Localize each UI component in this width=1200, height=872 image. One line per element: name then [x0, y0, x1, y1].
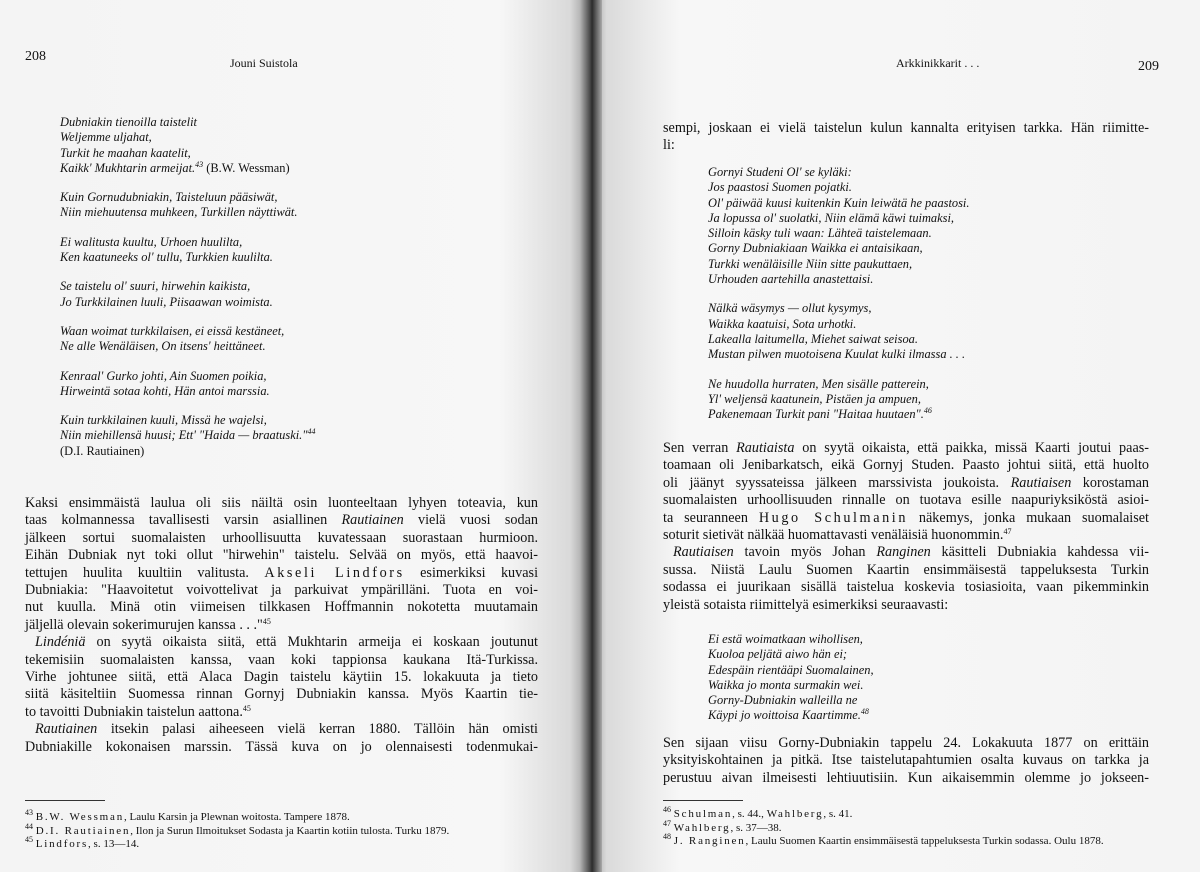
text-line: Kaksi ensimmäistä laulua oli siis näiltä osin luonteeltaan lyhyen toteavia, kun — [25, 495, 538, 511]
text-line: oli jäänyt syyssateissa jälkeen marssivista joukoista. Rautiaisen korostaman — [663, 474, 1149, 491]
footnote-ref: 48 — [860, 707, 869, 717]
poem-line: Jos paastosi Suomen pojatki. — [708, 180, 852, 195]
text-line: Sen sijaan viisu Gorny-Dubniakin tappelu 24. Lokakuuta 1877 on erittäin — [663, 735, 1149, 751]
poem-line: Niin miehuutensa muhkeen, Turkillen näyttiwät. — [60, 205, 298, 220]
body-text — [663, 735, 1149, 787]
poem-line: Ja lopussa ol' suolatki, Niin elämä käwi tuimaksi, — [708, 210, 954, 225]
text-line: Sen verran Rautiaista on syytä oikaista, että paikka, missä Kaarti joutui paas- — [663, 440, 1149, 456]
footnote-ref: 47 — [1003, 527, 1012, 537]
text-line: suomalaisten urhoollisuuden rinnalle on tuotava esille naapuriyksiköstä asioi- — [663, 492, 1149, 509]
text-line: jälkeen sortui suomalaisten urhoollisuutta kuvatessaan suorastaan hurmioon. — [25, 529, 538, 546]
poem-attribution: (D.I. Rautiainen) — [60, 443, 145, 458]
page-number: 208 — [25, 49, 46, 64]
footnote: $^{47}$ Wahlberg, s. 37—38. — [663, 818, 782, 834]
footnote-ref: 44 — [307, 427, 316, 437]
poem-block — [60, 115, 560, 459]
poem-stanza — [60, 279, 560, 310]
poem-line: Waan woimat turkkilaisen, ei eissä kestäneet, — [60, 323, 285, 338]
poem-line: Ne alle Wenäläisen, On itsens' heittäneet. — [60, 339, 266, 354]
poem-line: Urhouden aartehilla anastettaisi. — [708, 272, 874, 287]
footnote: $^{45}$ Lindfors, s. 13—14. — [25, 835, 140, 850]
text-line: tekemisiin suomalaisten kanssa, vaan koki tappionsa kaukana Itä-Turkissa. — [25, 651, 538, 668]
body-text — [25, 495, 538, 756]
text-line: Dubniakille kokonaisen marssin. Tässä kuva on jo olennaisesti todenmukai- — [25, 738, 538, 755]
text-line: Rautiaisen tavoin myös Johan Ranginen käsitteli Dubniakia kahdessa vii- — [673, 544, 1149, 561]
poem-line: Kuoloa peljätä aiwo hän ei; — [708, 647, 848, 662]
text-line: yksityiskohtainen ja pitkä. Itse taistelutapahtumien osalta kuvaus on tarkka ja — [663, 752, 1149, 769]
poem-line: Ne huudolla hurraten, Men sisälle patterein, — [708, 376, 929, 391]
poem-line: Nälkä wäsymys — ollut kysymys, — [708, 301, 872, 316]
footnote: $^{44}$ D.I. Rautiainen, Ilon ja Surun Ilmoitukset Sodasta ja Kaartin kotiin tulosta. Turku 1879. — [25, 821, 450, 837]
footnote-ref: 46 — [923, 406, 932, 416]
poem-block — [708, 632, 1108, 724]
footnote: $^{43}$ B.W. Wessman, Laulu Karsin ja Plewnan woitosta. Tampere 1878. — [25, 808, 350, 823]
poem-line: Kuin Gornudubniakin, Taisteluun pääsiwät, — [60, 190, 278, 205]
text-line: Dubniakia: "Haavoitetut voivottelivat ja parkuivat ympärilläni. Tuota en voi- — [25, 582, 538, 599]
text-line: jäljellä olevain sokerimurujen kanssa . . ."$^{45}$ — [25, 616, 271, 633]
footnote-divider — [25, 800, 105, 801]
book-gutter — [580, 0, 602, 872]
poem-line: Kenraal' Gurko johti, Ain Suomen poikia, — [60, 368, 267, 383]
running-head: Arkkinikkarit . . . — [896, 56, 980, 70]
body-text-intro — [663, 120, 1149, 155]
text-line: Rautiainen itsekin palasi aiheeseen vielä kerran 1880. Tällöin hän omisti — [35, 721, 538, 738]
page-number: 209 — [1138, 59, 1159, 74]
footnotes — [25, 808, 450, 852]
poem-line: Pakenemaan Turkit pani "Haitaa huutaen".$^{46}$ — [708, 406, 932, 422]
text-line: ta seuranneen Hugo Schulmanin näkemys, jonka mukaan suomalaiset — [663, 509, 1149, 526]
poem-stanza — [60, 235, 560, 266]
footnote: $^{48}$ J. Ranginen, Laulu Suomen Kaartin ensimmäisestä tappeluksesta Turkin sodassa. Oulu 1878. — [663, 832, 1104, 847]
footnote-ref: 45 — [242, 703, 251, 713]
text-line: taas kolmannessa tavallisesti varsin asiallinen Rautiainen vielä vuosi sodan — [25, 512, 538, 529]
poem-stanza — [60, 324, 560, 355]
right-page — [588, 0, 1200, 872]
poem-line: Hirweintä sotaa kohti, Hän antoi marssia. — [60, 383, 270, 398]
text-line: sempi, joskaan ei vielä taistelun kulun kannalta erityisen tarkka. Hän riimitte- — [663, 120, 1149, 136]
text-line: sodassa ei juurikaan sisällä taistelua koskevia tosiasioita, vaan pikemminkin — [663, 579, 1149, 596]
poem-line: Turkki wenäläisille Niin sitte paukuttaen, — [708, 256, 913, 271]
poem-stanza — [708, 301, 1168, 362]
poem-line: Gornyi Studeni Ol' se kyläki: — [708, 165, 852, 179]
footnote-ref: 45 — [262, 616, 271, 626]
poem-line: Ei estä woimatkaan wihollisen, — [708, 632, 863, 646]
text-line: toamaan oli Jenibarkatsch, eikä Gornyj Studen. Paasto johtui siitä, että huolto — [663, 457, 1149, 474]
text-line: to tavoitti Dubniakin taistelun aattona.$^{45}$ — [25, 703, 251, 720]
text-line: siitä käsiteltiin Suomessa rinnan Gornyj Dubniakin kanssa. Myös Kaartin tie- — [25, 686, 538, 703]
poem-line: Edespäin rientääpi Suomalainen, — [708, 662, 874, 677]
text-line: Virhe johtunee siitä, että Alaca Dagin taistelu käytiin 15. lokakuuta ja tieto — [25, 669, 538, 686]
poem-line: Silloin käsky tuli waan: Lähteä taistelemaan. — [708, 226, 932, 241]
poem-stanza — [60, 190, 560, 221]
running-head: Jouni Suistola — [230, 56, 298, 70]
poem-line: Dubniakin tienoilla taistelit — [60, 115, 197, 129]
poem-stanza — [708, 165, 1168, 287]
poem-line: Gorny-Dubniakin walleilla ne — [708, 693, 858, 708]
poem-line: Kaikk' Mukhtarin armeijat.$^{43}$ (B.W. Wessman) — [60, 159, 290, 175]
poem-line: Niin miehillensä huusi; Ett' "Haida — braatuski."$^{44}$ — [60, 427, 316, 443]
text-line: soturit sietivät nälkää huomattavasti venäläisiä huonommin.$^{47}$ — [663, 527, 1012, 544]
poem-line: Ol' päiwää kuusi kuitenkin Kuin leiwätä he paastosi. — [708, 195, 970, 210]
poem-line: Käypi jo woittoisa Kaartimme.$^{48}$ — [708, 707, 869, 723]
poem-stanza — [708, 377, 1168, 423]
left-page — [0, 0, 588, 872]
poem-line: Gorny Dubniakiaan Waikka ei antaisikaan, — [708, 241, 923, 256]
text-line: nut kuulla. Minä otin viimeisen tilkkasen Hoffmannin nokotetta muutamain — [25, 599, 538, 616]
footnote-divider — [663, 800, 743, 801]
body-text — [663, 440, 1149, 614]
text-line: yleistä sotaista riimittelyä esimerkiksi seuraavasti: — [663, 596, 949, 613]
text-line: Lindéniä on syytä oikaista siitä, että Mukhtarin armeija ei koskaan joutunut — [35, 634, 538, 651]
text-line: tettujen huulita kuultiin valitusta. Akseli Lindfors esimerkiksi kuvasi — [25, 564, 539, 581]
poem-block — [708, 165, 1168, 422]
poem-line: Yl' weljensä kaatunein, Pistäen ja ampuen, — [708, 391, 921, 406]
poem-line: Ei walitusta kuultu, Urhoen huulilta, — [60, 234, 243, 249]
poem-stanza — [60, 115, 560, 176]
poem-line: Se taistelu ol' suuri, hirwehin kaikista, — [60, 279, 251, 294]
poem-line: Kuin turkkilainen kuuli, Missä he wajelsi, — [60, 413, 267, 428]
text-line: sussa. Niistä Laulu Suomen Kaartin ensimmäisestä tappeluksesta Turkin — [663, 561, 1149, 578]
footnotes — [663, 805, 1104, 849]
footnote: $^{46}$ Schulman, s. 44., Wahlberg, s. 41. — [663, 805, 853, 820]
text-line: Eihän Dubniak nyt toki ollut "hirwehin" taistelu. Selvää on myös, että haavoi- — [25, 547, 538, 564]
poem-line: Waikka kaatuisi, Sota urhotki. — [708, 316, 857, 331]
poem-line: Lakealla laitumella, Miehet saiwat seisoa. — [708, 331, 918, 346]
poem-line: Waikka jo monta surmakin wei. — [708, 677, 864, 692]
text-line: perustuu aivan ilmeisesti lehtiuutisiin. Kun aikaisemmin olemme jo jokseen- — [663, 769, 1149, 786]
poem-line: Turkit he maahan kaatelit, — [60, 145, 191, 160]
poem-line: Ken kaatuneeks ol' tullu, Turkkien kuulilta. — [60, 250, 273, 265]
poem-line: Weljemme uljahat, — [60, 130, 152, 145]
text-line: li: — [663, 137, 675, 154]
footnote-ref: 43 — [195, 159, 204, 169]
poem-stanza — [60, 369, 560, 400]
poem-line: Mustan pilwen muotoisena Kuulat kulki ilmassa . . . — [708, 347, 966, 362]
poem-stanza — [60, 413, 560, 459]
poem-line: Jo Turkkilainen luuli, Piisaawan woimista. — [60, 294, 273, 309]
